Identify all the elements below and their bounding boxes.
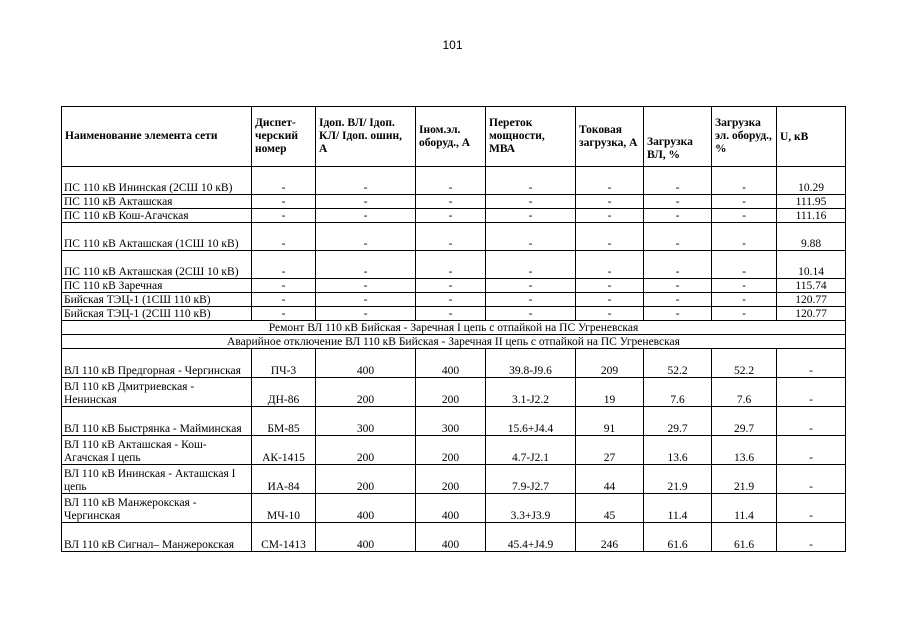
cell-load-equipment: -: [712, 167, 777, 195]
cell-flow: -: [486, 223, 576, 251]
header-current: Iдоп. ВЛ/ Iдоп. КЛ/ Iдоп. ошин, А: [316, 107, 416, 167]
cell-current: 300: [316, 407, 416, 436]
cell-current: -: [316, 195, 416, 209]
substation-row: [62, 167, 846, 195]
cell-flow: 39.8-J9.6: [486, 349, 576, 378]
cell-load-equipment: 11.4: [712, 494, 777, 523]
cell-flow: -: [486, 307, 576, 321]
cell-voltage: 120.77: [777, 293, 846, 307]
cell-dispatch: -: [252, 195, 316, 209]
cell-voltage: 115.74: [777, 279, 846, 293]
cell-dispatch: АК-1415: [252, 436, 316, 465]
cell-name: ВЛ 110 кВ Предгорная - Чергинская: [62, 349, 252, 378]
cell-nominal: -: [416, 195, 486, 209]
cell-load-equipment: 61.6: [712, 523, 777, 552]
cell-dispatch: -: [252, 293, 316, 307]
cell-flow: -: [486, 167, 576, 195]
cell-load-equipment: -: [712, 223, 777, 251]
cell-load-line: -: [644, 279, 712, 293]
cell-name: ПС 110 кВ Кош-Агачская: [62, 209, 252, 223]
cell-voltage: 111.95: [777, 195, 846, 209]
section-title-row: [62, 335, 846, 349]
substation-row: [62, 307, 846, 321]
cell-flow: 7.9-J2.7: [486, 465, 576, 494]
cell-load-line: -: [644, 223, 712, 251]
cell-nominal: 300: [416, 407, 486, 436]
cell-load-current: 45: [576, 494, 644, 523]
cell-current: 200: [316, 378, 416, 407]
cell-load-line: 29.7: [644, 407, 712, 436]
substation-row: [62, 279, 846, 293]
cell-load-line: 52.2: [644, 349, 712, 378]
cell-load-line: 61.6: [644, 523, 712, 552]
cell-nominal: -: [416, 307, 486, 321]
cell-voltage: 9.88: [777, 223, 846, 251]
cell-nominal: 400: [416, 494, 486, 523]
cell-nominal: -: [416, 279, 486, 293]
cell-load-current: -: [576, 251, 644, 279]
cell-dispatch: -: [252, 307, 316, 321]
cell-nominal: 200: [416, 378, 486, 407]
line-row: [62, 407, 846, 436]
cell-load-current: 246: [576, 523, 644, 552]
substation-row: [62, 293, 846, 307]
cell-load-line: -: [644, 307, 712, 321]
cell-voltage: -: [777, 378, 846, 407]
cell-current: 200: [316, 436, 416, 465]
substation-row: [62, 251, 846, 279]
cell-nominal: -: [416, 167, 486, 195]
header-name: Наименование элемента сети: [62, 107, 252, 167]
cell-dispatch: -: [252, 167, 316, 195]
cell-load-current: 19: [576, 378, 644, 407]
cell-flow: -: [486, 251, 576, 279]
line-row: [62, 494, 846, 523]
cell-flow: -: [486, 279, 576, 293]
cell-load-current: -: [576, 307, 644, 321]
cell-name: ВЛ 110 кВ Ининская - Акташская I цепь: [62, 465, 252, 494]
cell-load-equipment: -: [712, 195, 777, 209]
cell-flow: -: [486, 195, 576, 209]
cell-voltage: 120.77: [777, 307, 846, 321]
cell-flow: 15.6+J4.4: [486, 407, 576, 436]
cell-load-line: -: [644, 167, 712, 195]
cell-name: ПС 110 кВ Акташская: [62, 195, 252, 209]
cell-current: -: [316, 223, 416, 251]
cell-voltage: -: [777, 436, 846, 465]
cell-flow: 3.1-J2.2: [486, 378, 576, 407]
cell-load-line: 7.6: [644, 378, 712, 407]
cell-nominal: 200: [416, 465, 486, 494]
cell-current: 200: [316, 465, 416, 494]
cell-nominal: -: [416, 251, 486, 279]
cell-dispatch: СМ-1413: [252, 523, 316, 552]
section-title: Аварийное отключение ВЛ 110 кВ Бийская - Заречная II цепь с отпайкой на ПС Угреневская: [62, 335, 846, 349]
cell-name: ПС 110 кВ Акташская (2СШ 10 кВ): [62, 251, 252, 279]
header-load-current: Токовая загрузка, А: [576, 107, 644, 167]
cell-name: Бийская ТЭЦ-1 (1СШ 110 кВ): [62, 293, 252, 307]
cell-dispatch: -: [252, 279, 316, 293]
cell-current: -: [316, 167, 416, 195]
cell-dispatch: ИА-84: [252, 465, 316, 494]
substation-row: [62, 223, 846, 251]
line-row: [62, 465, 846, 494]
cell-load-line: -: [644, 293, 712, 307]
cell-load-equipment: 52.2: [712, 349, 777, 378]
cell-name: ВЛ 110 кВ Манжерокская - Чергинская: [62, 494, 252, 523]
cell-dispatch: -: [252, 251, 316, 279]
cell-dispatch: ПЧ-3: [252, 349, 316, 378]
cell-current: -: [316, 293, 416, 307]
header-row: [62, 107, 846, 167]
cell-load-current: 209: [576, 349, 644, 378]
page-number: 101: [442, 38, 463, 52]
line-row: [62, 349, 846, 378]
cell-load-equipment: -: [712, 279, 777, 293]
header-dispatch: Диспет-черский номер: [252, 107, 316, 167]
cell-load-line: -: [644, 195, 712, 209]
cell-flow: 3.3+J3.9: [486, 494, 576, 523]
cell-nominal: 400: [416, 523, 486, 552]
cell-dispatch: БМ-85: [252, 407, 316, 436]
line-row: [62, 436, 846, 465]
cell-current: -: [316, 307, 416, 321]
cell-nominal: -: [416, 293, 486, 307]
cell-load-line: -: [644, 251, 712, 279]
cell-load-equipment: 7.6: [712, 378, 777, 407]
cell-load-line: 21.9: [644, 465, 712, 494]
section-title-row: [62, 321, 846, 335]
cell-flow: -: [486, 293, 576, 307]
line-row: [62, 523, 846, 552]
cell-nominal: -: [416, 223, 486, 251]
cell-load-current: 27: [576, 436, 644, 465]
cell-load-equipment: -: [712, 307, 777, 321]
cell-nominal: -: [416, 209, 486, 223]
cell-load-equipment: -: [712, 251, 777, 279]
cell-nominal: 200: [416, 436, 486, 465]
cell-current: 400: [316, 349, 416, 378]
cell-flow: 45.4+J4.9: [486, 523, 576, 552]
cell-load-equipment: 13.6: [712, 436, 777, 465]
cell-voltage: 10.14: [777, 251, 846, 279]
cell-name: ПС 110 кВ Заречная: [62, 279, 252, 293]
cell-load-current: -: [576, 293, 644, 307]
cell-name: ВЛ 110 кВ Сигнал– Манжерокская: [62, 523, 252, 552]
cell-load-line: -: [644, 209, 712, 223]
cell-name: ПС 110 кВ Ининская (2СШ 10 кВ): [62, 167, 252, 195]
cell-load-current: -: [576, 209, 644, 223]
cell-voltage: -: [777, 349, 846, 378]
cell-name: ПС 110 кВ Акташская (1СШ 10 кВ): [62, 223, 252, 251]
cell-flow: -: [486, 209, 576, 223]
cell-current: -: [316, 251, 416, 279]
cell-load-equipment: 29.7: [712, 407, 777, 436]
cell-current: -: [316, 209, 416, 223]
header-load-equipment: Загрузка эл. оборуд., %: [712, 107, 777, 167]
cell-flow: 4.7-J2.1: [486, 436, 576, 465]
cell-voltage: -: [777, 465, 846, 494]
cell-load-equipment: -: [712, 293, 777, 307]
cell-dispatch: -: [252, 223, 316, 251]
section-title: Ремонт ВЛ 110 кВ Бийская - Заречная I цепь с отпайкой на ПС Угреневская: [62, 321, 846, 335]
cell-name: ВЛ 110 кВ Дмитриевская - Ненинская: [62, 378, 252, 407]
cell-voltage: 10.29: [777, 167, 846, 195]
cell-load-equipment: 21.9: [712, 465, 777, 494]
cell-load-line: 11.4: [644, 494, 712, 523]
cell-name: ВЛ 110 кВ Акташская - Кош-Агачская I цепь: [62, 436, 252, 465]
substation-row: [62, 209, 846, 223]
cell-load-equipment: -: [712, 209, 777, 223]
cell-current: 400: [316, 494, 416, 523]
cell-nominal: 400: [416, 349, 486, 378]
cell-dispatch: -: [252, 209, 316, 223]
cell-load-current: -: [576, 195, 644, 209]
cell-voltage: 111.16: [777, 209, 846, 223]
cell-load-current: -: [576, 279, 644, 293]
cell-load-current: 91: [576, 407, 644, 436]
header-flow: Переток мощности, МВА: [486, 107, 576, 167]
cell-dispatch: ДН-86: [252, 378, 316, 407]
header-voltage: U, кВ: [777, 107, 846, 167]
substation-row: [62, 195, 846, 209]
cell-load-line: 13.6: [644, 436, 712, 465]
cell-current: -: [316, 279, 416, 293]
cell-dispatch: МЧ-10: [252, 494, 316, 523]
cell-voltage: -: [777, 523, 846, 552]
cell-name: Бийская ТЭЦ-1 (2СШ 110 кВ): [62, 307, 252, 321]
header-load-line: Загрузка ВЛ, %: [644, 107, 712, 167]
network-elements-table: [61, 106, 846, 552]
line-row: [62, 378, 846, 407]
cell-load-current: -: [576, 223, 644, 251]
cell-load-current: 44: [576, 465, 644, 494]
cell-current: 400: [316, 523, 416, 552]
cell-name: ВЛ 110 кВ Быстрянка - Майминская: [62, 407, 252, 436]
cell-voltage: -: [777, 494, 846, 523]
header-nominal: Iном.эл. оборуд., А: [416, 107, 486, 167]
cell-voltage: -: [777, 407, 846, 436]
cell-load-current: -: [576, 167, 644, 195]
